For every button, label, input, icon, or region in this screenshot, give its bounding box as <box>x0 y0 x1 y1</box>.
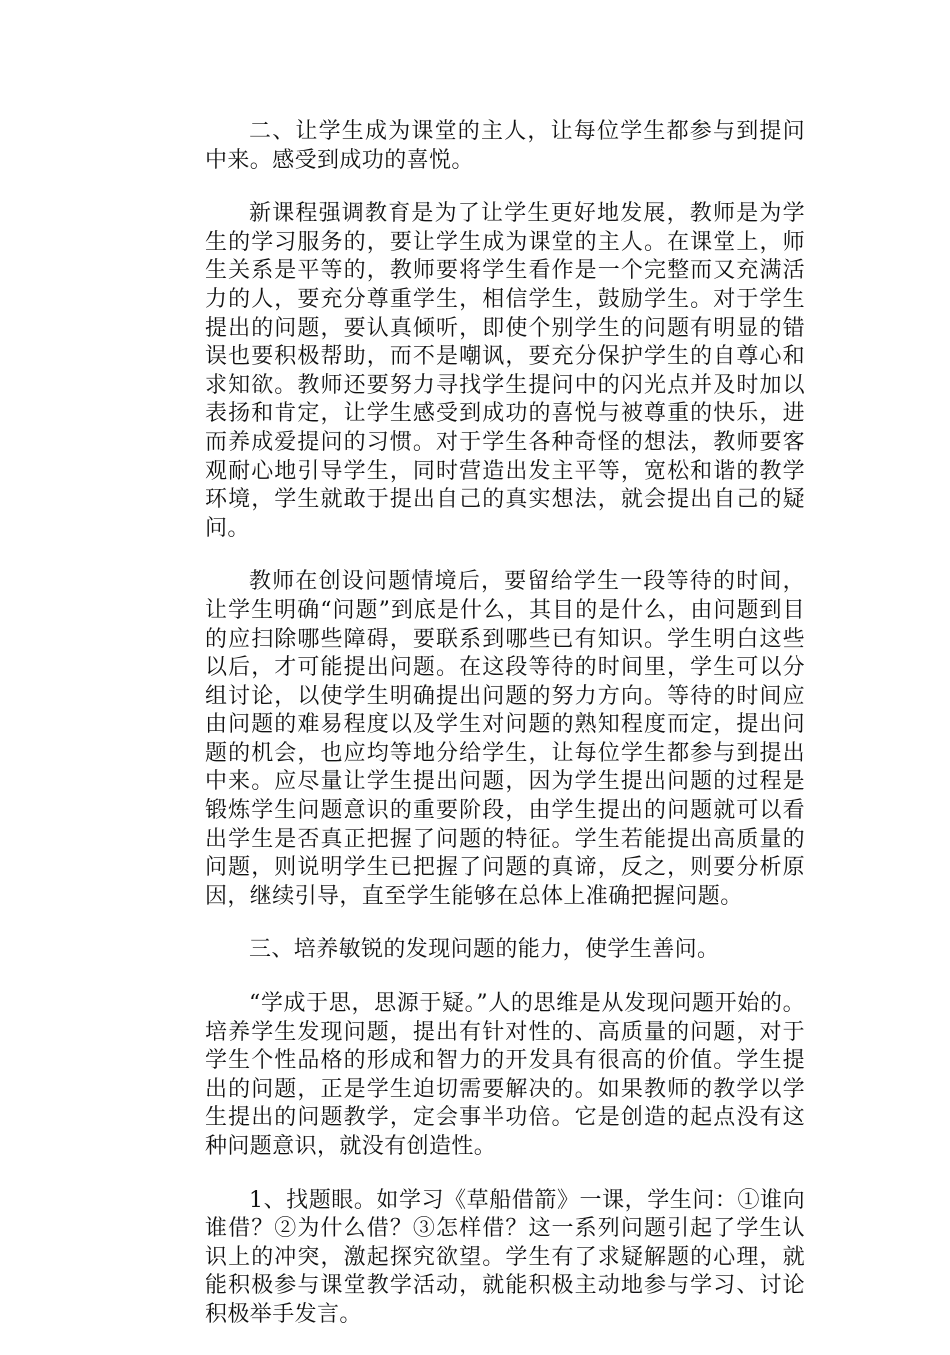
section-heading-three: 三、培养敏锐的发现问题的能力，使学生善问。 <box>249 937 720 963</box>
paragraph-waiting-time: 教师在创设问题情境后，要留给学生一段等待的时间，让学生明确“问题”到底是什么，其目的是什么，由问题到目的应扫除哪些障碍，要联系到哪些已有知识。学生明白这些以后，才可能提出问题。在这段等待的时间里，学生可以分组讨论，以使学生明确提出问题的努力方向。等待的时间应由问题的难易程度以及学生对问题的熟知程度而定，提出问题的机会，也应均等地分给学生，让每位学生都参与到提出中来。应尽量让学生提出问题，因为学生提出问题的过程是锻炼学生问题意识的重要阶段，由学生提出的问题就可以看出学生是否真正把握了问题的特征。学生若能提出高质量的问题，则说明学生已把握了问题的真谛，反之，则要分析原因，继续引导，直至学生能够在总体上准确把握问题。 <box>205 569 805 909</box>
paragraph-find-key-question: 1、找题眼。如学习《草船借箭》一课，学生问：①谁向谁借？②为什么借？③怎样借？这一系列问题引起了学生认识上的冲突，激起探究欲望。学生有了求疑解题的心理，就能积极参与课堂教学活动，就能积极主动地参与学习、讨论积极举手发言。 <box>205 1187 805 1327</box>
section-heading-two: 二、让学生成为课堂的主人，让每位学生都参与到提问中来。感受到成功的喜悦。 <box>205 119 805 173</box>
paragraph-respect-students: 新课程强调教育是为了让学生更好地发展，教师是为学生的学习服务的，要让学生成为课堂的主人。在课堂上，师生关系是平等的，教师要将学生看作是一个完整而又充满活力的人，要充分尊重学生，相信学生，鼓励学生。对于学生提出的问题，要认真倾听，即使个别学生的问题有明显的错误也要积极帮助，而不是嘲讽，要充分保护学生的自尊心和求知欲。教师还要努力寻找学生提问中的闪光点并及时加以表扬和肯定，让学生感受到成功的喜悦与被尊重的快乐，进而养成爱提问的习惯。对于学生各种奇怪的想法，教师要客观耐心地引导学生，同时营造出发主平等，宽松和谐的教学环境，学生就敢于提出自己的真实想法，就会提出自己的疑问。 <box>205 201 805 541</box>
paragraph-question-awareness: “学成于思，思源于疑。”人的思维是从发现问题开始的。培养学生发现问题，提出有针对性的、高质量的问题，对于学生个性品格的形成和智力的开发具有很高的价值。学生提出的问题，正是学生迫切需要解决的。如果教师的教学以学生提出的问题教学，定会事半功倍。它是创造的起点没有这种问题意识，就没有创造性。 <box>205 991 805 1159</box>
document-body <box>205 118 805 1355</box>
